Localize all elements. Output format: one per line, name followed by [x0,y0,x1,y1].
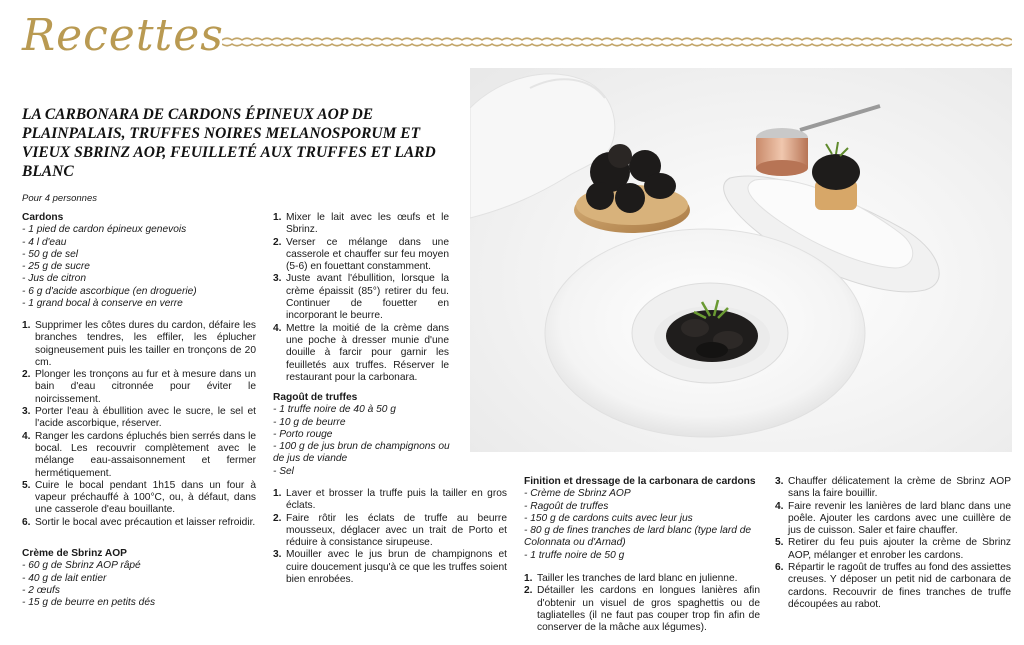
ragout-ingredients-block [273,392,463,478]
step-number: 3. [22,406,31,418]
ingredient-item: - 6 g d'acide ascorbique (en droguerie) [22,285,197,297]
step-item [273,273,449,322]
step-number: 1. [22,320,31,331]
ragout-heading: Ragoût de truffes [273,392,358,403]
finition-step-list-b [775,476,1011,611]
ingredient-item: - Sel [273,465,294,477]
cardons-ingredient-list [22,224,262,310]
step-text: Mettre la moitié de la crème dans une poche à dresser munie d'une douille à farcir pour garnir les feuilletés aux truffes. Réserver le restaurant pour la carbonara. [286,322,449,383]
step-text: Faire revenir les lanières de lard blanc dans une poêle. Ajouter les cardons avec une cuillère de jus de cuisson. Saler et faire chauffer. [788,500,1011,537]
ingredient-item: - Ragoût de truffes [524,500,609,512]
step-item [22,431,256,480]
ingredient-item: - 50 g de sel [22,248,79,260]
step-number: 2. [273,512,282,524]
ragout-steps-block [273,488,507,586]
creme-heading: Crème de Sbrinz AOP [22,548,127,559]
step-text: Mouiller avec le jus brun de champignons et cuire doucement jusqu'à ce que les truffes soient bien enrobées. [286,549,507,586]
step-text: Juste avant l'ébullition, lorsque la crème épaissit (85°) retirer du feu. Continuer de fouetter en incorporant le beurre. [286,273,449,322]
step-item [273,212,449,237]
step-number: 3. [273,273,282,285]
decorative-wave-divider [222,34,1012,50]
cardons-step-list [22,320,256,529]
step-text: Mixer le lait avec les œufs et le Sbrinz. [286,212,449,236]
step-number: 2. [273,236,282,248]
step-number: 3. [273,549,282,561]
step-item [22,480,256,517]
step-item [273,237,449,274]
finition-steps-block-a [524,573,760,634]
cardons-ingredients-block [22,212,262,310]
ingredient-item: - 25 g de sucre [22,261,90,273]
dish-illustration [470,68,1012,452]
ingredient-item: - 80 g de fines tranches de lard blanc (type lard de Colonnata ou d'Arnad) [524,525,752,549]
step-text: Cuire le bocal pendant 1h15 dans un four à vapeur préchauffé à 100°C, ou, à défaut, dans une casserole d'eau bouillante. [35,479,256,516]
step-item [22,517,256,529]
step-number: 5. [22,479,31,491]
ingredient-item: - 150 g de cardons cuits avec leur jus [524,512,693,524]
ingredient-item: - 1 pied de cardon épineux genevois [22,224,187,236]
creme-steps-block [273,212,449,384]
ingredient-item: - 1 grand bocal à conserve en verre [22,298,183,310]
step-number: 2. [524,585,533,597]
step-item [775,501,1011,538]
step-text: Répartir le ragoût de truffes au fond des assiettes creuses. Y déposer un petit nid de carbonara de cardons. Recouvrir de fines tranches de truffe découpées au rabot. [788,562,1011,610]
ingredient-item: - 1 truffe noire de 40 à 50 g [273,404,396,416]
step-text: Plonger les tronçons au fur et à mesure dans un bain d'eau citronnée pour éviter le noircissement. [35,369,256,405]
ingredient-item: - 100 g de jus brun de champignons ou de jus de viande [273,441,450,465]
recipe-title: LA CARBONARA DE CARDONS ÉPINEUX AOP DE PLAINPALAIS, TRUFFES NOIRES MELANOSPORUM ET VIEUX SBRINZ AOP, FEUILLETÉ AUX TRUFFES ET LARD BLANC [22,106,436,180]
cardons-heading: Cardons [22,212,64,223]
step-item [273,488,507,513]
step-number: 6. [775,562,784,574]
step-item [775,476,1011,501]
finition-step-list-a [524,573,760,634]
step-text: Laver et brosser la truffe puis la tailler en gros éclats. [286,488,507,512]
step-text: Sortir le bocal avec précaution et laisser refroidir. [35,516,256,528]
step-item [22,369,256,406]
step-text: Retirer du feu puis ajouter la crème de Sbrinz AOP, mélanger et enrober les cardons. [788,537,1011,561]
finition-heading: Finition et dressage de la carbonara de cardons [524,476,756,487]
step-item [273,549,507,586]
step-text: Tailler les tranches de lard blanc en julienne. [537,573,738,584]
step-number: 6. [22,516,31,528]
step-number: 1. [273,488,282,499]
finition-steps-block-b [775,476,1011,611]
ingredient-item: - Crème de Sbrinz AOP [524,488,631,500]
step-number: 5. [775,537,784,549]
ingredient-item: - Jus de citron [22,273,86,285]
finition-ingredients-block [524,476,764,562]
servings-label: Pour 4 personnes [22,193,97,204]
ingredient-item: - 40 g de lait entier [22,572,107,584]
step-item [775,537,1011,562]
creme-step-list [273,212,449,384]
step-item [524,573,760,585]
finition-ingredient-list [524,488,764,562]
step-item [524,585,760,634]
ingredient-item: - 2 œufs [22,584,60,596]
step-text: Supprimer les côtes dures du cardon, défaire les branches tendres, les effiler, les éplucher soigneusement puis les tailler en tronçons de 20 cm. [35,320,256,368]
ingredient-item: - 10 g de beurre [273,416,346,428]
step-text: Porter l'eau à ébullition avec le sucre, le sel et l'acide ascorbique, réserver. [35,406,256,430]
step-number: 4. [775,500,784,512]
step-item [22,406,256,431]
step-text: Détailler les cardons en longues lanières afin d'obtenir un visuel de gros spaghettis ou de tagliatelles (il ne faut pas couper trop fin afin de conserver de la mâche aux légumes). [537,585,760,634]
section-logo: Recettes [22,10,224,61]
step-item [273,513,507,550]
step-number: 3. [775,476,784,487]
step-number: 1. [524,573,533,584]
ingredient-item: - 1 truffe noire de 50 g [524,549,625,561]
ingredient-item: - 4 l d'eau [22,236,67,248]
ragout-ingredient-list [273,404,463,478]
dish-photo [470,68,1012,452]
ingredient-item: - 60 g de Sbrinz AOP râpé [22,560,141,572]
step-number: 2. [22,369,31,381]
ragout-step-list [273,488,507,586]
step-number: 4. [273,322,282,334]
step-text: Ranger les cardons épluchés bien serrés dans le bocal. Les recouvrir complètement avec le mélange eau-assaisonnement et fermer hermétiquement. [35,430,256,479]
step-number: 1. [273,212,282,223]
step-item [775,562,1011,611]
step-text: Chauffer délicatement la crème de Sbrinz AOP sans la faire bouillir. [788,476,1011,500]
step-number: 4. [22,430,31,442]
step-text: Verser ce mélange dans une casserole et chauffer sur feu moyen (5-6) en fouettant constamment. [286,236,449,273]
step-text: Faire rôtir les éclats de truffe au beurre mousseux, déglacer avec un trait de Porto et réduire à consistance sirupeuse. [286,512,507,549]
step-item [22,320,256,369]
ingredient-item: - Porto rouge [273,428,333,440]
creme-ingredient-list [22,560,262,609]
creme-ingredients-block [22,548,262,609]
cardons-steps-block [22,320,256,529]
ingredient-item: - 15 g de beurre en petits dés [22,597,156,609]
step-item [273,323,449,384]
